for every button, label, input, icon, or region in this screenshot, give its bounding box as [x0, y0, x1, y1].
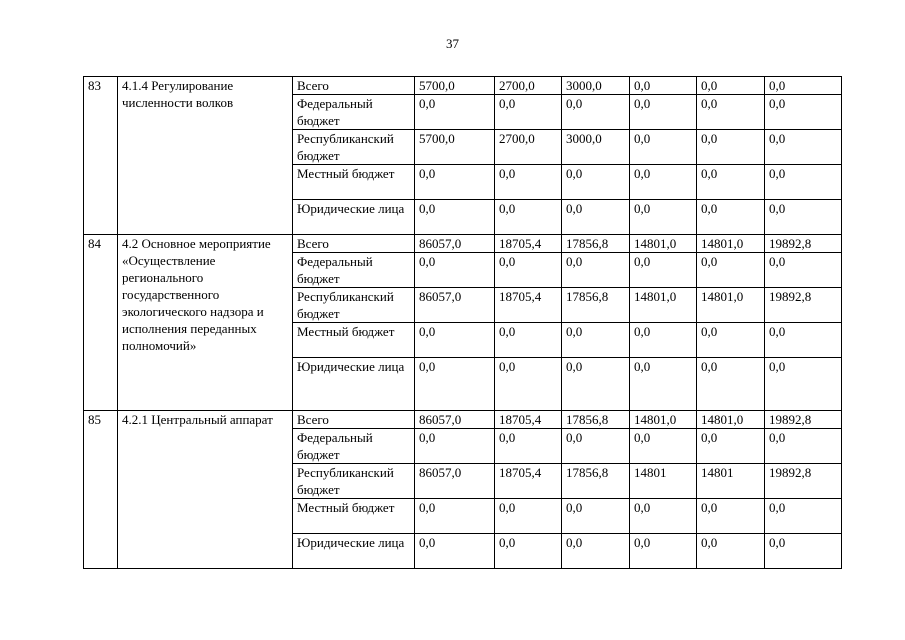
amount-cell: 0,0 [765, 499, 842, 534]
amount-cell: 86057,0 [415, 288, 495, 323]
amount-cell: 0,0 [630, 77, 697, 95]
amount-cell: 18705,4 [495, 288, 562, 323]
funding-source-cell: Республиканский бюджет [293, 288, 415, 323]
amount-cell: 0,0 [630, 253, 697, 288]
amount-cell: 2700,0 [495, 130, 562, 165]
amount-cell: 14801,0 [630, 411, 697, 429]
amount-cell: 0,0 [415, 165, 495, 200]
row-number-cell: 83 [84, 77, 118, 235]
amount-cell: 0,0 [562, 200, 630, 235]
amount-cell: 14801,0 [630, 235, 697, 253]
amount-cell: 0,0 [415, 323, 495, 358]
amount-cell: 0,0 [697, 200, 765, 235]
amount-cell: 19892,8 [765, 464, 842, 499]
funding-source-cell: Федеральный бюджет [293, 253, 415, 288]
amount-cell: 17856,8 [562, 235, 630, 253]
amount-cell: 0,0 [630, 429, 697, 464]
amount-cell: 0,0 [697, 253, 765, 288]
amount-cell: 0,0 [562, 323, 630, 358]
amount-cell: 2700,0 [495, 77, 562, 95]
amount-cell: 18705,4 [495, 464, 562, 499]
amount-cell: 0,0 [562, 165, 630, 200]
amount-cell: 0,0 [630, 130, 697, 165]
amount-cell: 0,0 [697, 534, 765, 569]
amount-cell: 19892,8 [765, 235, 842, 253]
amount-cell: 0,0 [495, 200, 562, 235]
funding-source-cell: Республиканский бюджет [293, 464, 415, 499]
amount-cell: 0,0 [495, 499, 562, 534]
amount-cell: 19892,8 [765, 411, 842, 429]
amount-cell: 0,0 [765, 323, 842, 358]
amount-cell: 0,0 [697, 165, 765, 200]
amount-cell: 14801,0 [630, 288, 697, 323]
amount-cell: 5700,0 [415, 130, 495, 165]
amount-cell: 0,0 [415, 499, 495, 534]
funding-source-cell: Всего [293, 77, 415, 95]
amount-cell: 17856,8 [562, 288, 630, 323]
activity-name-cell: 4.2.1 Центральный аппарат [118, 411, 293, 569]
amount-cell: 0,0 [562, 95, 630, 130]
amount-cell: 0,0 [697, 130, 765, 165]
amount-cell: 14801 [630, 464, 697, 499]
table-row [84, 77, 842, 95]
amount-cell: 0,0 [562, 499, 630, 534]
page-number: 37 [446, 36, 459, 51]
amount-cell: 0,0 [765, 534, 842, 569]
amount-cell: 0,0 [415, 95, 495, 130]
amount-cell: 0,0 [765, 200, 842, 235]
amount-cell: 0,0 [697, 95, 765, 130]
amount-cell: 14801,0 [697, 288, 765, 323]
amount-cell: 18705,4 [495, 411, 562, 429]
amount-cell: 86057,0 [415, 235, 495, 253]
row-number-cell: 84 [84, 235, 118, 411]
amount-cell: 0,0 [765, 165, 842, 200]
amount-cell: 5700,0 [415, 77, 495, 95]
amount-cell: 0,0 [630, 95, 697, 130]
amount-cell: 0,0 [415, 429, 495, 464]
activity-name-cell: 4.2 Основное мероприятие «Осуществление регионального государственного экологического надзора и исполнения переданных полномочий» [118, 235, 293, 411]
amount-cell: 0,0 [495, 323, 562, 358]
amount-cell: 0,0 [765, 358, 842, 411]
funding-source-cell: Федеральный бюджет [293, 429, 415, 464]
amount-cell: 0,0 [765, 253, 842, 288]
amount-cell: 0,0 [697, 499, 765, 534]
funding-source-cell: Местный бюджет [293, 499, 415, 534]
amount-cell: 0,0 [765, 130, 842, 165]
amount-cell: 86057,0 [415, 411, 495, 429]
table-row [84, 411, 842, 429]
row-number-cell: 85 [84, 411, 118, 569]
amount-cell: 18705,4 [495, 235, 562, 253]
amount-cell: 86057,0 [415, 464, 495, 499]
amount-cell: 0,0 [765, 429, 842, 464]
funding-source-cell: Всего [293, 235, 415, 253]
budget-table [83, 76, 842, 569]
amount-cell: 0,0 [630, 323, 697, 358]
amount-cell: 0,0 [697, 77, 765, 95]
amount-cell: 0,0 [630, 165, 697, 200]
amount-cell: 0,0 [697, 358, 765, 411]
amount-cell: 0,0 [495, 95, 562, 130]
table-row [84, 235, 842, 253]
amount-cell: 0,0 [495, 165, 562, 200]
amount-cell: 17856,8 [562, 411, 630, 429]
amount-cell: 0,0 [562, 358, 630, 411]
amount-cell: 0,0 [630, 200, 697, 235]
amount-cell: 0,0 [562, 429, 630, 464]
amount-cell: 0,0 [415, 253, 495, 288]
amount-cell: 0,0 [415, 534, 495, 569]
amount-cell: 0,0 [495, 358, 562, 411]
amount-cell: 17856,8 [562, 464, 630, 499]
amount-cell: 0,0 [495, 534, 562, 569]
amount-cell: 3000,0 [562, 77, 630, 95]
amount-cell: 14801 [697, 464, 765, 499]
amount-cell: 14801,0 [697, 235, 765, 253]
funding-source-cell: Всего [293, 411, 415, 429]
funding-source-cell: Юридические лица [293, 200, 415, 235]
funding-source-cell: Юридические лица [293, 534, 415, 569]
amount-cell: 0,0 [697, 429, 765, 464]
amount-cell: 0,0 [415, 200, 495, 235]
amount-cell: 0,0 [495, 429, 562, 464]
funding-source-cell: Федеральный бюджет [293, 95, 415, 130]
amount-cell: 0,0 [630, 534, 697, 569]
amount-cell: 0,0 [630, 358, 697, 411]
amount-cell: 0,0 [562, 253, 630, 288]
amount-cell: 0,0 [765, 77, 842, 95]
funding-source-cell: Местный бюджет [293, 165, 415, 200]
table-body [84, 77, 842, 569]
funding-source-cell: Юридические лица [293, 358, 415, 411]
funding-source-cell: Республиканский бюджет [293, 130, 415, 165]
amount-cell: 0,0 [697, 323, 765, 358]
amount-cell: 0,0 [562, 534, 630, 569]
amount-cell: 0,0 [495, 253, 562, 288]
activity-name-cell: 4.1.4 Регулирование численности волков [118, 77, 293, 235]
amount-cell: 3000,0 [562, 130, 630, 165]
amount-cell: 19892,8 [765, 288, 842, 323]
amount-cell: 14801,0 [697, 411, 765, 429]
funding-source-cell: Местный бюджет [293, 323, 415, 358]
amount-cell: 0,0 [415, 358, 495, 411]
amount-cell: 0,0 [765, 95, 842, 130]
amount-cell: 0,0 [630, 499, 697, 534]
